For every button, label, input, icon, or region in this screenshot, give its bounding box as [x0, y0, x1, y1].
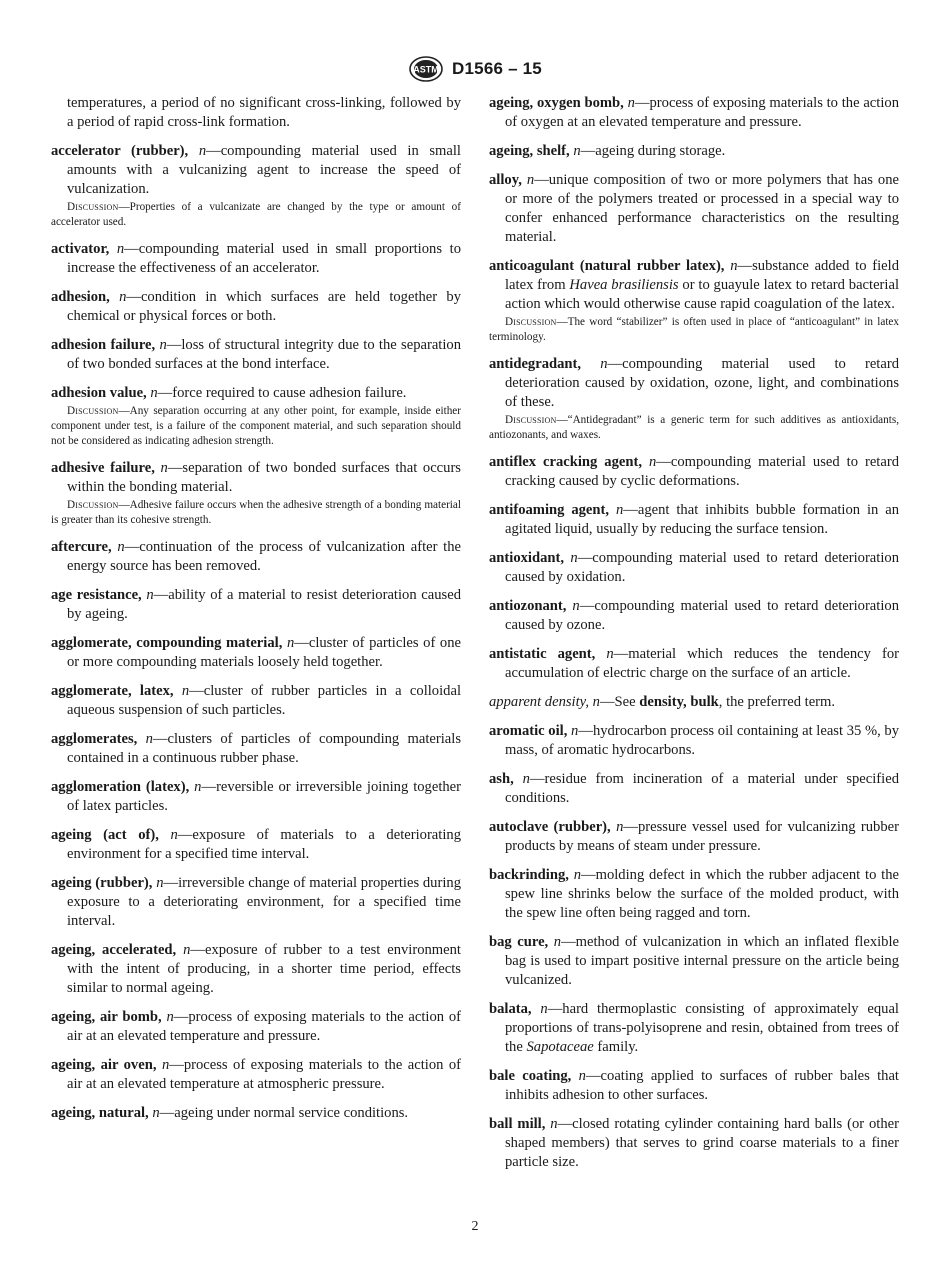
entry-term: accelerator (rubber), [51, 143, 189, 159]
entry-definition: —irreversible change of material properties during exposure to a deteriorating environment, for a specified time interval. [67, 875, 461, 929]
part-of-speech: n [553, 934, 562, 950]
entry-definition: —See [599, 694, 640, 710]
part-of-speech: n [145, 731, 153, 747]
part-of-speech: n [571, 723, 579, 739]
entry-definition: —process of exposing materials to the action of air at an elevated temperature at atmospheric pressure. [67, 1057, 462, 1092]
entry-text [489, 355, 899, 412]
part-of-speech: n [627, 95, 635, 111]
discussion-text: —“Antidegradant” is a generic term for such additives as antioxidants, antiozonants, and waxes. [489, 414, 899, 441]
part-of-speech: n [286, 635, 295, 651]
entry-term: ageing, natural, [51, 1105, 149, 1121]
entry-definition: —process of exposing materials to the action of oxygen at an elevated temperature and pressure. [505, 95, 899, 130]
entry-text [51, 336, 461, 374]
entry-text [51, 634, 461, 672]
glossary-entry [51, 459, 461, 528]
glossary-entry [489, 501, 899, 539]
part-of-speech: n [616, 819, 624, 835]
entry-discussion [51, 498, 461, 528]
part-of-speech: n [615, 502, 624, 518]
entry-definition: —exposure of rubber to a test environment with the intent of producing, in a shorter time period, effects similar to normal ageing. [67, 942, 461, 996]
entry-definition: —exposure of materials to a deteriorating environment for a specified time interval. [67, 827, 461, 862]
entry-definition: —closed rotating cylinder containing hard balls (or other shaped members) that serves to grind coarse materials to a finer particle size. [505, 1116, 899, 1170]
entry-term: autoclave (rubber), [489, 819, 611, 835]
glossary-entry [51, 1104, 461, 1123]
entry-definition: —condition in which surfaces are held together by chemical or physical forces or both. [67, 289, 461, 324]
entry-definition: —pressure vessel used for vulcanizing rubber products by means of steam under pressure. [505, 819, 899, 854]
entry-definition: —compounding material used in small amounts with a vulcanizing agent to increase the speed of vulcanization. [67, 143, 461, 197]
discussion-text: —Adhesive failure occurs when the adhesive strength of a bonding material is greater than its cohesive strength. [51, 499, 461, 526]
entry-text [489, 453, 899, 491]
entry-definition: —compounding material used to retard deterioration caused by oxidation. [505, 550, 899, 585]
glossary-entry [489, 453, 899, 491]
entry-definition: —compounding material used to retard cracking caused by cyclic deformations. [505, 454, 899, 489]
entry-text [51, 288, 461, 326]
entry-definition: —material which reduces the tendency for accumulation of electric charge on the surface of an article. [505, 646, 899, 681]
entry-text [489, 645, 899, 683]
part-of-speech: n [573, 867, 581, 883]
part-of-speech: n [578, 1068, 586, 1084]
entry-text [489, 1067, 899, 1105]
part-of-speech: n [572, 598, 580, 614]
part-of-speech: n [161, 1057, 170, 1073]
discussion-text: —The word “stabilizer” is often used in place of “anticoagulant” in latex terminology. [489, 316, 899, 343]
part-of-speech: n [606, 646, 614, 662]
entry-definition: temperatures, a period of no significant cross-linking, followed by a period of rapid cross-link formation. [67, 95, 461, 130]
part-of-speech: n [730, 258, 738, 274]
part-of-speech: n [159, 337, 167, 353]
entry-discussion [489, 315, 899, 345]
glossary-entry [489, 355, 899, 443]
glossary-entry [489, 866, 899, 923]
glossary-entry [51, 682, 461, 720]
entry-term: bag cure, [489, 934, 549, 950]
discussion-label: Discussion [505, 316, 557, 328]
entry-definition: —agent that inhibits bubble formation in an agitated liquid, usually by reducing the surface tension. [505, 502, 900, 537]
entry-definition: —separation of two bonded surfaces that occurs within the bonding material. [67, 460, 461, 495]
entry-term: ageing, accelerated, [51, 942, 177, 958]
discussion-label: Discussion [67, 405, 119, 417]
entry-text [51, 682, 461, 720]
entry-definition: —molding defect in which the rubber adjacent to the spew line shrinks below the surface of the molded product, with the spew line often being ragged and torn. [505, 867, 899, 921]
glossary-entry [489, 693, 899, 712]
entry-term: adhesive failure, [51, 460, 155, 476]
entry-text [51, 874, 461, 931]
entry-term: antidegradant, [489, 356, 582, 372]
entry-term: agglomerate, compounding material, [51, 635, 283, 651]
part-of-speech: n [198, 143, 207, 159]
entry-definition: , the preferred term. [718, 694, 836, 710]
entry-text [51, 384, 461, 403]
glossary-entry [489, 257, 899, 345]
entry-term: antiflex cracking agent, [489, 454, 642, 470]
part-of-speech: n [152, 1105, 160, 1121]
page-number: 2 [471, 1219, 479, 1234]
entry-term: ash, [489, 771, 514, 787]
glossary-entry [51, 730, 461, 768]
entry-text [51, 538, 461, 576]
part-of-speech: n [117, 539, 125, 555]
entry-definition: —hard thermoplastic consisting of approximately equal proportions of trans-polyisoprene and resin, obtained from trees of the [505, 1001, 899, 1055]
entry-definition: —residue from incineration of a material under specified conditions. [505, 771, 899, 806]
discussion-label: Discussion [67, 499, 119, 511]
entry-term: adhesion, [51, 289, 110, 305]
entry-text [489, 933, 899, 990]
glossary-entry [489, 722, 899, 760]
entry-text [489, 501, 899, 539]
entry-term: ageing (act of), [51, 827, 159, 843]
entry-definition: —method of vulcanization in which an inflated flexible bag is used to impart positive internal pressure on the article being vulcanized. [505, 934, 899, 988]
entry-text [51, 1056, 461, 1094]
entry-term: activator, [51, 241, 110, 257]
entry-definition: —loss of structural integrity due to the separation of two bonded surfaces at the bond interface. [67, 337, 462, 372]
glossary-entry [489, 171, 899, 247]
glossary-entry [489, 818, 899, 856]
glossary-entry [489, 142, 899, 161]
part-of-speech: n [526, 172, 535, 188]
part-of-speech: n [156, 875, 164, 891]
part-of-speech: n [170, 827, 178, 843]
entry-text [51, 142, 461, 199]
entry-definition: —ageing during storage. [580, 143, 726, 159]
entry-discussion [51, 404, 461, 449]
glossary-entry [51, 142, 461, 230]
entry-text [489, 1115, 899, 1172]
entry-text [489, 770, 899, 808]
entry-term: ageing, air bomb, [51, 1009, 162, 1025]
glossary-entry [51, 384, 461, 449]
part-of-speech: n [183, 942, 191, 958]
part-of-speech: n [540, 1001, 548, 1017]
glossary-entry [489, 1115, 899, 1172]
entry-definition: —compounding material used in small proportions to increase the effectiveness of an accelerator. [67, 241, 461, 276]
part-of-speech: n [648, 454, 657, 470]
entry-term: agglomerate, latex, [51, 683, 174, 699]
entry-text [489, 818, 899, 856]
entry-definition: —hydrocarbon process oil containing at least 35 %, by mass, of aromatic hydrocarbons. [505, 723, 900, 758]
entry-definition: —force required to cause adhesion failure. [157, 385, 407, 401]
entry-term: backrinding, [489, 867, 569, 883]
part-of-speech: n [181, 683, 190, 699]
astm-logo-icon [408, 56, 444, 82]
entry-text [489, 693, 899, 712]
discussion-label: Discussion [67, 201, 119, 213]
entry-term: ageing, shelf, [489, 143, 570, 159]
entry-definition: —reversible or irreversible joining together of latex particles. [67, 779, 462, 814]
glossary-entry [489, 597, 899, 635]
entry-text [489, 1000, 899, 1057]
entry-definition: —compounding material used to retard deterioration caused by ozone. [505, 598, 899, 633]
glossary-entry [489, 933, 899, 990]
entry-text [489, 257, 899, 314]
glossary-entry [51, 586, 461, 624]
entry-term: age resistance, [51, 587, 142, 603]
document-designation: D1566 – 15 [452, 59, 542, 78]
glossary-entry [51, 538, 461, 576]
glossary-entry [51, 336, 461, 374]
right-column [489, 94, 899, 1182]
entry-term: apparent density, [489, 694, 589, 710]
glossary-entry [489, 549, 899, 587]
glossary-entry [489, 1000, 899, 1057]
entry-text [489, 549, 899, 587]
entry-definition: —cluster of particles of one or more compounding materials loosely held together. [67, 635, 461, 670]
entry-text [489, 722, 899, 760]
discussion-text: —Any separation occurring at any other point, for example, inside either component under test, is a failure of the component material, and such separation should not be considered as indicating adhesion strength. [51, 405, 461, 447]
part-of-speech: n [146, 587, 154, 603]
entry-text [489, 866, 899, 923]
glossary-entry [51, 94, 461, 132]
entry-text [51, 778, 461, 816]
page-header [0, 54, 950, 84]
entry-definition: —cluster of rubber particles in a colloidal aqueous suspension of such particles. [67, 683, 461, 718]
entry-text [51, 826, 461, 864]
part-of-speech: n [166, 1009, 174, 1025]
entry-definition: —coating applied to surfaces of rubber bales that inhibits adhesion to other surfaces. [505, 1068, 899, 1103]
entry-definition: —clusters of particles of compounding materials contained in a continuous rubber phase. [67, 731, 462, 766]
entry-text [51, 94, 461, 132]
entry-text [489, 171, 899, 247]
entry-italic: Sapotaceae [526, 1039, 594, 1055]
entry-term: antifoaming agent, [489, 502, 610, 518]
entry-term: agglomeration (latex), [51, 779, 190, 795]
entry-text [489, 94, 899, 132]
entry-discussion [51, 200, 461, 230]
entry-term: agglomerates, [51, 731, 138, 747]
entry-text [51, 240, 461, 278]
entry-definition: —ageing under normal service conditions. [159, 1105, 409, 1121]
entry-definition: —continuation of the process of vulcanization after the energy source has been removed. [67, 539, 461, 574]
glossary-entry [489, 94, 899, 132]
entry-definition: or to guayule latex to retard bacterial action which would otherwise cause rapid coagulation of the latex. [505, 277, 899, 312]
entry-text [51, 1008, 461, 1046]
entry-text [51, 459, 461, 497]
glossary-entry [489, 1067, 899, 1105]
entry-text [489, 597, 899, 635]
part-of-speech: n [573, 143, 581, 159]
entry-text [51, 941, 461, 998]
entry-term: aromatic oil, [489, 723, 568, 739]
entry-term: ageing, oxygen bomb, [489, 95, 624, 111]
entry-definition: —unique composition of two or more polymers that has one or more of the polymers treated or processed in a special way to confer enhanced performance characteristics on the resulting material. [505, 172, 899, 245]
part-of-speech: n [600, 356, 608, 372]
entry-text [51, 586, 461, 624]
entry-term: antioxidant, [489, 550, 565, 566]
glossary-entry [51, 240, 461, 278]
entry-definition: —substance added to field latex from [505, 258, 899, 293]
discussion-text: —Properties of a vulcanizate are changed by the type or amount of accelerator used. [51, 201, 461, 228]
entry-term: bale coating, [489, 1068, 572, 1084]
glossary-entry [489, 645, 899, 683]
astm-logo-text: ASTM [413, 64, 439, 75]
entry-term: antistatic agent, [489, 646, 596, 662]
glossary-entry [51, 778, 461, 816]
entry-term: alloy, [489, 172, 522, 188]
part-of-speech: n [150, 385, 158, 401]
entry-term: ageing, air oven, [51, 1057, 157, 1073]
entry-definition: —process of exposing materials to the action of air at an elevated temperature and pressure. [67, 1009, 461, 1044]
entry-discussion [489, 413, 899, 443]
entry-definition: —compounding material used to retard deterioration caused by oxidation, ozone, light, and combinations of these. [505, 356, 899, 410]
glossary-entry [51, 1008, 461, 1046]
glossary-entry [489, 770, 899, 808]
part-of-speech: n [550, 1116, 558, 1132]
part-of-speech: n [592, 694, 600, 710]
part-of-speech: n [570, 550, 578, 566]
entry-definition: —ability of a material to resist deterioration caused by ageing. [67, 587, 461, 622]
glossary-entry [51, 288, 461, 326]
glossary-entry [51, 941, 461, 998]
glossary-entry [51, 1056, 461, 1094]
entry-term: antiozonant, [489, 598, 567, 614]
part-of-speech: n [119, 289, 127, 305]
glossary-entry [51, 874, 461, 931]
entry-term: ball mill, [489, 1116, 546, 1132]
left-column [51, 94, 461, 1133]
entry-term: anticoagulant (natural rubber latex), [489, 258, 725, 274]
entry-cross-reference: density, bulk [639, 694, 719, 710]
entry-text [51, 730, 461, 768]
entry-italic: Havea brasiliensis [569, 277, 679, 293]
entry-term: adhesion value, [51, 385, 147, 401]
entry-definition: family. [593, 1039, 639, 1055]
entry-term: aftercure, [51, 539, 112, 555]
entry-text [51, 1104, 461, 1123]
glossary-entry [51, 826, 461, 864]
glossary-entry [51, 634, 461, 672]
entry-term: balata, [489, 1001, 532, 1017]
entry-term: adhesion failure, [51, 337, 156, 353]
discussion-label: Discussion [505, 414, 557, 426]
part-of-speech: n [160, 460, 168, 476]
part-of-speech: n [194, 779, 202, 795]
entry-term: ageing (rubber), [51, 875, 153, 891]
part-of-speech: n [116, 241, 125, 257]
part-of-speech: n [522, 771, 530, 787]
entry-text [489, 142, 899, 161]
